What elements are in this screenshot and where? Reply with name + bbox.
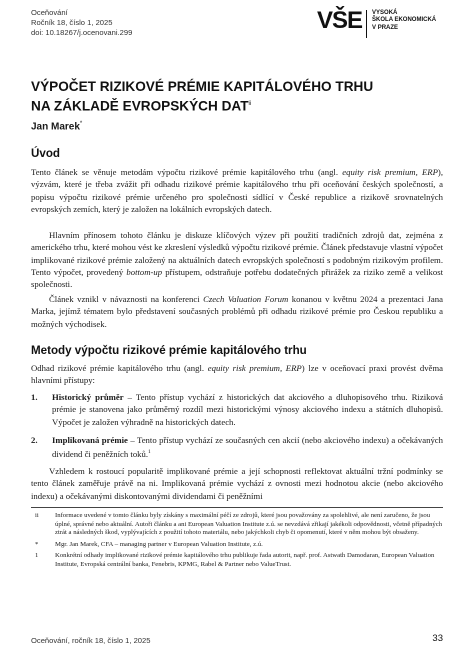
title-line-2: NA ZÁKLADĚ EVROPSKÝCH DAT — [31, 98, 249, 114]
journal-name: Oceňování — [31, 8, 68, 17]
footnote-ref: 1 — [148, 449, 151, 456]
journal-volume: Ročník 18, číslo 1, 2025 — [31, 18, 113, 28]
paragraph-4: Vzhledem k rostoucí popularitě implikované prémie a její schopnosti reflektovat aktuální tržní podmínky se tento článek zaměřuje právě na ni. Implikovaná prémie vychází z ovnosti mezi hodnotou akcie (nebo akciového indexu) a očekávanými diskontovanými dividendami či peněžními — [31, 466, 443, 501]
article-title — [31, 79, 443, 115]
logo-mark: VŠE — [317, 7, 363, 34]
footnotes — [31, 512, 443, 573]
page-number: 33 — [432, 633, 443, 644]
paragraph-3: Článek vznikl v návaznosti na konferenci Czech Valuation Forum konanou v květnu 2024 a prezentaci Jana Marka, jejímž tématem bylo představení současných problémů při odhadu rizikové prémie pro Českou republiku a možných východisek. — [31, 294, 443, 329]
journal-doi: doi: 10.18267/j.ocenovani.299 — [31, 28, 133, 38]
title-footnote-mark: ii — [248, 100, 252, 107]
methods-intro: Odhad rizikové prémie kapitálového trhu (angl. equity risk premium, ERP) lze v oceňovací praxi provést dvěma hlavními přístupy: — [31, 363, 444, 386]
footnote: 1 Konkrétní odhady implikované rizikové prémie kapitálového trhu publikuje řada autorit, např. prof. Astwath Damodaran, European Valuation Institute, Evropská centrální banka, Fenebris, KPMG, Rabel & Partner nebo ValueTrust. — [35, 552, 435, 568]
vse-logo — [317, 8, 447, 44]
section-heading-intro: Úvod — [31, 147, 60, 160]
logo-text: VYSOKÁ ŠKOLA EKONOMICKÁ V PRAZE — [372, 10, 437, 31]
methods-list — [31, 391, 443, 466]
author — [31, 121, 82, 132]
author-name: Jan Marek — [31, 121, 80, 133]
title-line-1: VÝPOČET RIZIKOVÉ PRÉMIE KAPITÁLOVÉHO TRHU — [31, 79, 374, 94]
paragraph-1: Tento článek se věnuje metodám výpočtu rizikové prémie kapitálového trhu (angl. equity risk premium, ERP), výzvám, které je třeba zvážit při odhadu rizikové prémie kapitálového trhu při oceňování českých společností, a popisu výpočtu rizikové prémie určeného pro společnosti sídlící v České republice a rizikově srovnatelných evropských zemích, který je založen na lokálních evropských datech. — [31, 167, 443, 214]
author-footnote-mark: * — [79, 121, 83, 127]
section-heading-methods: Metody výpočtu rizikové prémie kapitálového trhu — [31, 344, 307, 357]
footnote: ii Informace uvedené v tomto článku byly získány s maximální péčí ze zdrojů, které jsou považovány za spolehlivé, ale není zaručeno, že jsou úplné, správné nebo aktuální. Autoři článku a ani European Valuation Institute z.ú. se nevzdává zřikají jakékoli odpovědnosti, včetně případných ztrát a následných škod, vyplývajících z použití tohoto materiálu, nebo jakýchkoli chyb či opomenutí, které v něm mohou být obsaženy. — [35, 512, 443, 537]
paragraph-2: Hlavním přínosem tohoto článku je diskuze klíčových výzev při použití tradičních zdrojů dat, zejména z amerického trhu, které mohou vést ke zkreslení výsledků výpočtu rizikové prémie. Článek představuje vlastní výpočet implikované rizikové prémie založený na aktuálních datech evropských společností s podobným rizikovým profilem. Tento výpočet, provedený bottom-up přístupem, odstraňuje potřebu dodatečných přirážek za riziko země a velikost společnosti. — [31, 230, 443, 290]
journal-header — [31, 8, 132, 39]
logo-divider — [366, 10, 367, 38]
page-footer-journal: Oceňování, ročník 18, číslo 1, 2025 — [31, 636, 151, 645]
list-item: 1. Historický průměr – Tento přístup vychází z historických dat akciového a dluhopisového trhu. Riziková prémie je stanovena jako průměrný rozdíl mezi historickými výnosy akciového indexu a státních dluhopisů. Výpočet je založen výhradně na historických datech. — [31, 392, 443, 427]
footnote-divider — [31, 507, 443, 508]
footnote: * Mgr. Jan Marek, CFA – managing partner v European Valuation Institute, z.ú. — [35, 540, 263, 548]
list-item: 2. Implikovaná prémie – Tento přístup vychází ze současných cen akcií (nebo akciového indexu) a očekávaných dividend či peněžních toků.$^1$ — [31, 434, 444, 460]
